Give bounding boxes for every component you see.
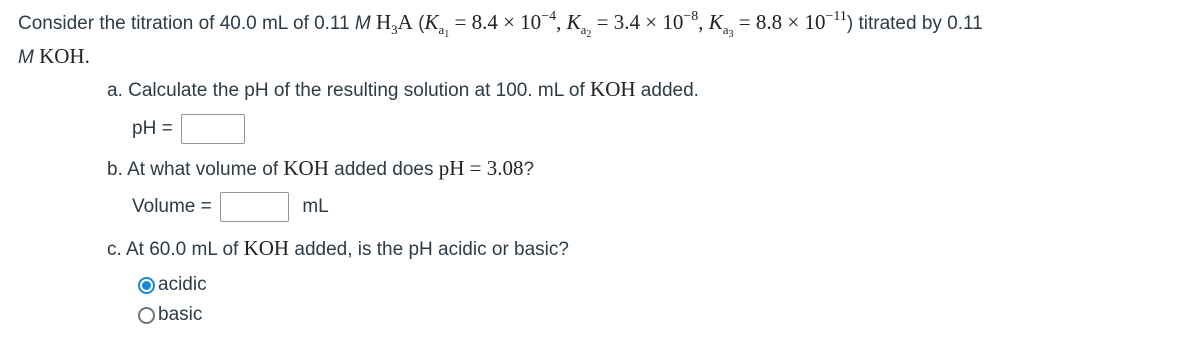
- volume-label: Volume =: [132, 196, 212, 217]
- base-formula: KOH: [243, 236, 290, 260]
- molarity-symbol: M: [354, 13, 371, 34]
- ph-label: pH =: [132, 118, 173, 139]
- molarity-symbol: M: [18, 47, 34, 68]
- part-b-question: b. At what volume of KOH added does pH = 3.08?: [107, 156, 535, 180]
- volume-unit: mL: [302, 196, 329, 217]
- comma: ,: [556, 10, 567, 34]
- ka1-expression: $K_{a_1} = 8.4 \times 10^{-4}$: [424, 9, 557, 40]
- base-formula: KOH: [283, 156, 329, 180]
- part-a-question: a. Calculate the pH of the resulting solution at 100. mL of KOH added.: [107, 77, 699, 101]
- part-b-answer-row: [132, 192, 329, 222]
- ka3-expression: $K_{a_3} = 8.8 \times 10^{-11}$: [708, 9, 847, 40]
- ph-target-expression: pH = 3.08: [438, 156, 524, 180]
- open-paren: (: [412, 13, 425, 34]
- intro-text-end: ) titrated by 0.11: [846, 13, 983, 34]
- base-formula: KOH: [590, 77, 636, 101]
- problem-line-1: [18, 6, 1196, 40]
- radio-unselected-icon[interactable]: [138, 307, 155, 324]
- radio-label-basic: basic: [158, 304, 203, 325]
- problem-statement: [18, 6, 1196, 74]
- intro-text: Consider the titration of 40.0 mL of 0.11: [18, 13, 355, 34]
- volume-answer-input[interactable]: [220, 192, 289, 222]
- problem-line-2: [18, 40, 1196, 74]
- base-formula: KOH.: [33, 44, 90, 68]
- radio-option-acidic[interactable]: [138, 274, 207, 296]
- radio-label-acidic: acidic: [158, 274, 207, 295]
- ka2-expression: $K_{a_2} = 3.4 \times 10^{-8}$: [566, 9, 699, 40]
- comma: ,: [698, 10, 709, 34]
- radio-selected-icon[interactable]: [138, 277, 155, 294]
- radio-option-basic[interactable]: [138, 304, 202, 326]
- part-c-question: c. At 60.0 mL of KOH added, is the pH acidic or basic?: [107, 236, 569, 260]
- ph-answer-input[interactable]: [181, 114, 245, 144]
- acid-formula: $H_3A$: [376, 10, 413, 37]
- part-a-answer-row: [132, 114, 245, 144]
